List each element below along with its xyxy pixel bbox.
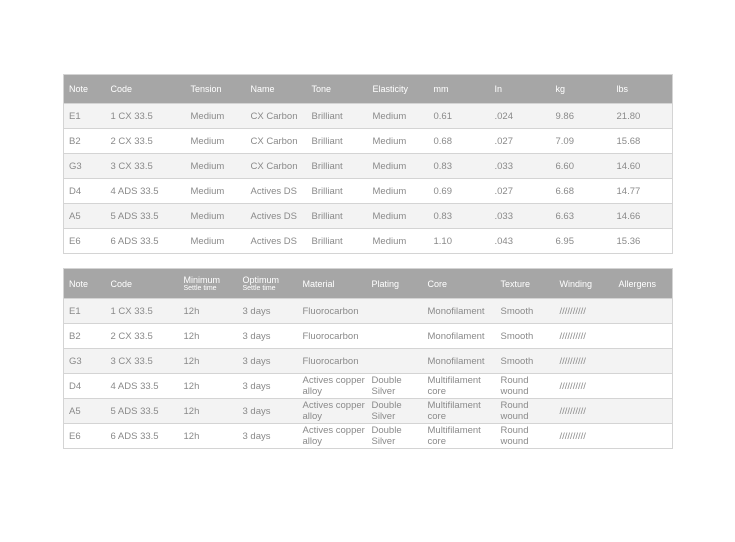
table-cell: 4 ADS 33.5 <box>106 179 186 204</box>
column-header-sublabel: Settle time <box>242 284 276 292</box>
column-header-label: Core <box>427 278 448 289</box>
table-cell: Monofilament <box>423 324 496 349</box>
column-header-label: Code <box>110 278 133 289</box>
table-cell: Actives DS <box>246 229 307 254</box>
column-header-label: Note <box>69 84 89 94</box>
table-row <box>64 299 673 324</box>
column-header-label: Winding <box>559 278 593 289</box>
table-cell: 21.80 <box>612 104 673 129</box>
table-cell: .024 <box>490 104 551 129</box>
table-cell: 14.77 <box>612 179 673 204</box>
table-cell: G3 <box>64 154 106 179</box>
column-header <box>368 75 429 104</box>
table-row <box>64 229 673 254</box>
table-cell: Smooth <box>496 324 555 349</box>
column-header-label: Tension <box>190 84 222 94</box>
table-cell: 2 CX 33.5 <box>106 324 179 349</box>
table-cell <box>367 349 423 374</box>
table-cell: 3 days <box>238 374 298 399</box>
column-header <box>238 269 298 299</box>
table-cell: CX Carbon <box>246 129 307 154</box>
table-cell: Smooth <box>496 349 555 374</box>
table-cell: E1 <box>64 299 106 324</box>
table-cell: 2 CX 33.5 <box>106 129 186 154</box>
table-cell: 6.60 <box>551 154 612 179</box>
table-cell: 1 CX 33.5 <box>106 104 186 129</box>
table-cell: Actives copper alloy <box>298 399 367 424</box>
table-cell: Actives DS <box>246 204 307 229</box>
table-cell: 5 ADS 33.5 <box>106 204 186 229</box>
table-cell: Medium <box>368 129 429 154</box>
column-header <box>186 75 246 104</box>
column-header <box>367 269 423 299</box>
table-cell: 3 days <box>238 324 298 349</box>
table-cell: 0.61 <box>429 104 490 129</box>
table-cell: Brilliant <box>307 129 368 154</box>
table-cell: Brilliant <box>307 104 368 129</box>
column-header <box>106 269 179 299</box>
table-cell: 1 CX 33.5 <box>106 299 179 324</box>
table-cell <box>367 299 423 324</box>
table-row <box>64 204 673 229</box>
table-cell <box>614 299 673 324</box>
column-header <box>179 269 238 299</box>
table-cell: 7.09 <box>551 129 612 154</box>
table-cell: Double Silver <box>367 374 423 399</box>
table-cell: E6 <box>64 229 106 254</box>
table-cell: 6.63 <box>551 204 612 229</box>
column-header <box>429 75 490 104</box>
table-cell: 15.36 <box>612 229 673 254</box>
table-cell: 5 ADS 33.5 <box>106 399 179 424</box>
table-row <box>64 324 673 349</box>
table-body <box>64 104 673 254</box>
table-cell: 9.86 <box>551 104 612 129</box>
table-cell: .043 <box>490 229 551 254</box>
table-cell: 15.68 <box>612 129 673 154</box>
column-header-label: lbs <box>616 84 629 94</box>
table-cell: 12h <box>179 374 238 399</box>
table-cell <box>614 424 673 449</box>
table-cell: Fluorocarbon <box>298 349 367 374</box>
column-header-label: Name <box>250 84 275 94</box>
column-header <box>423 269 496 299</box>
table-cell: CX Carbon <box>246 154 307 179</box>
table-cell: Brilliant <box>307 229 368 254</box>
table-header-row <box>64 269 673 299</box>
table-cell: Medium <box>368 179 429 204</box>
table-cell: Round wound <box>496 374 555 399</box>
column-header-label: In <box>494 84 503 94</box>
table-cell: 3 days <box>238 424 298 449</box>
table-cell: 0.68 <box>429 129 490 154</box>
table-cell: 6 ADS 33.5 <box>106 229 186 254</box>
table-cell: ////////// <box>555 349 614 374</box>
column-header-label: Texture <box>500 278 531 289</box>
table-cell: Medium <box>368 104 429 129</box>
table-cell: 12h <box>179 299 238 324</box>
table-cell: 6.95 <box>551 229 612 254</box>
table-cell: Medium <box>368 204 429 229</box>
table-cell: .027 <box>490 129 551 154</box>
table-header-row <box>64 75 673 104</box>
table-cell: 3 days <box>238 399 298 424</box>
table-cell: Multifilament core <box>423 424 496 449</box>
table-cell: 12h <box>179 349 238 374</box>
table-cell: 0.69 <box>429 179 490 204</box>
table-cell: D4 <box>64 179 106 204</box>
table-cell: 3 days <box>238 299 298 324</box>
table-cell: 12h <box>179 399 238 424</box>
table-cell: ////////// <box>555 399 614 424</box>
table-row <box>64 424 673 449</box>
column-header-label: Minimum <box>183 274 221 285</box>
table-cell: 1.10 <box>429 229 490 254</box>
table-cell: A5 <box>64 204 106 229</box>
table-cell: D4 <box>64 374 106 399</box>
table-cell: Brilliant <box>307 204 368 229</box>
column-header-label: Optimum <box>242 274 280 285</box>
table-cell: Multifilament core <box>423 374 496 399</box>
column-header-label: Allergens <box>618 278 657 289</box>
table-cell: 0.83 <box>429 204 490 229</box>
table-cell: Brilliant <box>307 154 368 179</box>
column-header-label: Plating <box>371 278 400 289</box>
column-header <box>612 75 673 104</box>
column-header <box>307 75 368 104</box>
table-cell: ////////// <box>555 374 614 399</box>
table-body <box>64 299 673 449</box>
column-header <box>496 269 555 299</box>
table-cell: Medium <box>186 179 246 204</box>
table-cell: ////////// <box>555 424 614 449</box>
table-cell: 14.66 <box>612 204 673 229</box>
table-row <box>64 349 673 374</box>
table-cell: B2 <box>64 129 106 154</box>
table-cell: Round wound <box>496 399 555 424</box>
table-cell: Multifilament core <box>423 399 496 424</box>
table-cell: Fluorocarbon <box>298 299 367 324</box>
table-cell: 12h <box>179 424 238 449</box>
table-cell: .033 <box>490 204 551 229</box>
column-header <box>64 269 106 299</box>
string-specs-table <box>63 74 673 254</box>
table-cell <box>614 324 673 349</box>
table-cell: 6 ADS 33.5 <box>106 424 179 449</box>
table-cell: Medium <box>186 129 246 154</box>
column-header <box>64 75 106 104</box>
table-cell: Double Silver <box>367 424 423 449</box>
table-cell: 0.83 <box>429 154 490 179</box>
table-cell: Actives copper alloy <box>298 374 367 399</box>
table-cell: Medium <box>186 229 246 254</box>
table-cell: CX Carbon <box>246 104 307 129</box>
table-cell: 3 CX 33.5 <box>106 349 179 374</box>
table-cell: Smooth <box>496 299 555 324</box>
table-cell: 4 ADS 33.5 <box>106 374 179 399</box>
table-cell: Medium <box>186 204 246 229</box>
column-header <box>614 269 673 299</box>
table-cell: ////////// <box>555 324 614 349</box>
table-cell: 14.60 <box>612 154 673 179</box>
table-cell: Double Silver <box>367 399 423 424</box>
column-header-label: Code <box>110 84 133 94</box>
column-header <box>246 75 307 104</box>
table-cell: Fluorocarbon <box>298 324 367 349</box>
table-cell: E6 <box>64 424 106 449</box>
table-cell: 3 days <box>238 349 298 374</box>
table-cell: .033 <box>490 154 551 179</box>
table-row <box>64 104 673 129</box>
column-header <box>298 269 367 299</box>
table-cell: E1 <box>64 104 106 129</box>
table-row <box>64 179 673 204</box>
column-header <box>555 269 614 299</box>
column-header-sublabel: Settle time <box>183 284 217 292</box>
table-cell: B2 <box>64 324 106 349</box>
table-cell: Monofilament <box>423 349 496 374</box>
column-header <box>490 75 551 104</box>
table-cell: Monofilament <box>423 299 496 324</box>
table-cell: Brilliant <box>307 179 368 204</box>
column-header-label: Elasticity <box>372 84 409 94</box>
table-cell: G3 <box>64 349 106 374</box>
table-row <box>64 129 673 154</box>
table-cell: 3 CX 33.5 <box>106 154 186 179</box>
table-cell: A5 <box>64 399 106 424</box>
column-header-label: Tone <box>311 84 332 94</box>
table-cell <box>367 324 423 349</box>
column-header-label: kg <box>555 84 566 94</box>
table-cell: Medium <box>186 104 246 129</box>
column-header-label: Note <box>69 278 89 289</box>
table-cell: 6.68 <box>551 179 612 204</box>
column-header-label: Material <box>302 278 335 289</box>
table-cell: Round wound <box>496 424 555 449</box>
table-cell: Medium <box>186 154 246 179</box>
string-materials-table <box>63 268 673 449</box>
table-row <box>64 374 673 399</box>
table-cell <box>614 349 673 374</box>
table-cell: .027 <box>490 179 551 204</box>
table-row <box>64 154 673 179</box>
table-cell: 12h <box>179 324 238 349</box>
column-header <box>106 75 186 104</box>
column-header-label: mm <box>433 84 449 94</box>
table-cell <box>614 374 673 399</box>
table-row <box>64 399 673 424</box>
table-cell: Medium <box>368 229 429 254</box>
table-cell: Actives DS <box>246 179 307 204</box>
table-cell: Actives copper alloy <box>298 424 367 449</box>
column-header <box>551 75 612 104</box>
table-cell: ////////// <box>555 299 614 324</box>
table-cell <box>614 399 673 424</box>
table-cell: Medium <box>368 154 429 179</box>
